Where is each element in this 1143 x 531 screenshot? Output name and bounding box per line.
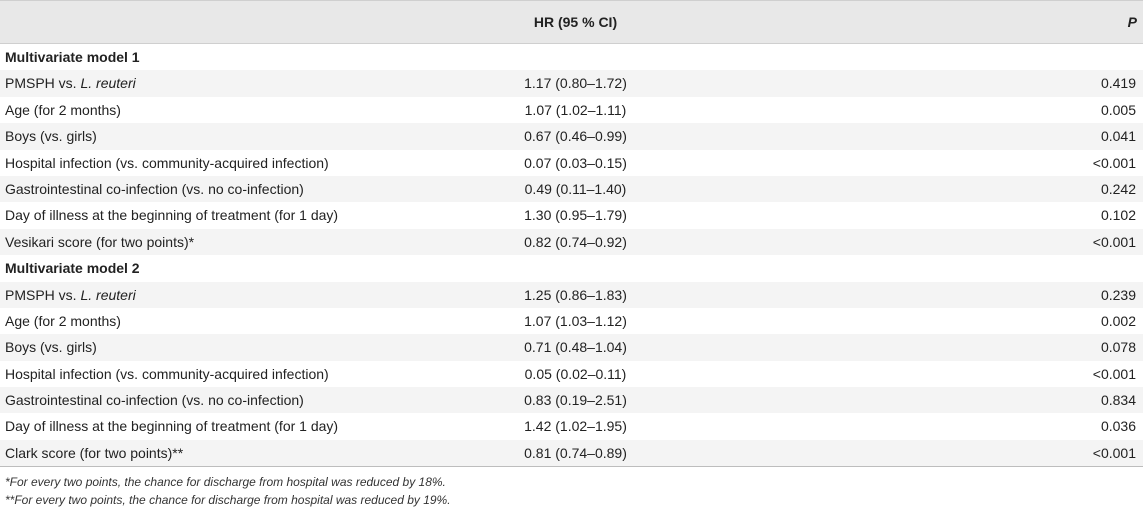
p-value: 0.102	[1100, 207, 1136, 224]
hr-value: 0.05 (0.02–0.11)	[524, 365, 627, 382]
table-row	[0, 97, 1143, 123]
hr-value: 0.49 (0.11–1.40)	[524, 180, 627, 197]
header-hr: HR (95 % CI)	[533, 14, 618, 30]
p-value: <0.001	[1092, 154, 1136, 171]
footnotes	[0, 467, 1143, 509]
section-title: Multivariate model 1	[5, 49, 140, 65]
p-value: 0.834	[1100, 392, 1136, 409]
row-label-text: Day of illness at the beginning of treatment (for 1 day)	[5, 418, 339, 435]
row-label-text: Gastrointestinal co-infection (vs. no co-infection)	[5, 392, 304, 409]
hr-value: 1.25 (0.86–1.83)	[524, 286, 627, 303]
table-row	[0, 387, 1143, 413]
p-value: 0.036	[1100, 418, 1136, 435]
table-header	[0, 0, 1143, 44]
row-label-text: Age (for 2 months)	[5, 101, 121, 118]
p-value: <0.001	[1092, 444, 1136, 461]
p-value: 0.005	[1100, 101, 1136, 118]
table-row	[0, 308, 1143, 334]
table-row	[0, 150, 1143, 176]
hr-value: 0.82 (0.74–0.92)	[524, 233, 627, 250]
section-row	[0, 255, 1143, 281]
p-value: 0.419	[1100, 75, 1136, 92]
row-label-text: Gastrointestinal co-infection (vs. no co-infection)	[5, 180, 304, 197]
footnote-2: **For every two points, the chance for discharge from hospital was reduced by 19%.	[5, 493, 451, 508]
p-value: 0.078	[1100, 339, 1136, 356]
row-label-text: Age (for 2 months)	[5, 312, 121, 329]
table-row	[0, 202, 1143, 228]
table-row	[0, 229, 1143, 255]
p-value: 0.002	[1100, 312, 1136, 329]
table-body	[0, 44, 1143, 466]
p-value: <0.001	[1092, 233, 1136, 250]
table-row	[0, 176, 1143, 202]
hr-value: 1.30 (0.95–1.79)	[524, 207, 627, 224]
p-value: 0.242	[1100, 180, 1136, 197]
row-label-text: PMSPH vs.	[5, 75, 81, 92]
hr-value: 0.67 (0.46–0.99)	[524, 128, 627, 145]
table-row	[0, 361, 1143, 387]
section-title: Multivariate model 2	[5, 260, 140, 277]
hr-value: 0.07 (0.03–0.15)	[524, 154, 627, 171]
row-label-italic: L. reuteri	[80, 75, 136, 92]
p-value: <0.001	[1092, 365, 1136, 382]
table-row	[0, 334, 1143, 360]
hr-value: 0.81 (0.74–0.89)	[524, 444, 627, 461]
row-label-text: Boys (vs. girls)	[5, 128, 97, 145]
hr-value: 1.42 (1.02–1.95)	[524, 418, 627, 435]
footnote-1: *For every two points, the chance for discharge from hospital was reduced by 18%.	[5, 475, 446, 490]
hr-value: 0.83 (0.19–2.51)	[524, 392, 627, 409]
p-value: 0.239	[1100, 286, 1136, 303]
table-row	[0, 440, 1143, 466]
hr-value: 1.07 (1.03–1.12)	[524, 312, 627, 329]
table-row	[0, 123, 1143, 149]
row-label-text: Hospital infection (vs. community-acquired infection)	[5, 365, 329, 382]
section-row	[0, 44, 1143, 70]
table-row	[0, 282, 1143, 308]
hr-value: 1.07 (1.02–1.11)	[524, 101, 627, 118]
row-label-text: Hospital infection (vs. community-acquired infection)	[5, 154, 329, 171]
p-value: 0.041	[1100, 128, 1136, 145]
row-label-text: Boys (vs. girls)	[5, 339, 97, 356]
row-label-text: Day of illness at the beginning of treatment (for 1 day)	[5, 207, 339, 224]
header-p: P	[1127, 14, 1137, 30]
table-row	[0, 70, 1143, 96]
row-label-text: PMSPH vs.	[5, 286, 81, 303]
row-label-text: Vesikari score (for two points)*	[5, 233, 195, 250]
row-label-text: Clark score (for two points)**	[5, 444, 184, 461]
hr-value: 0.71 (0.48–1.04)	[524, 339, 627, 356]
hr-value: 1.17 (0.80–1.72)	[524, 75, 627, 92]
row-label-italic: L. reuteri	[80, 286, 136, 303]
table-row	[0, 413, 1143, 439]
